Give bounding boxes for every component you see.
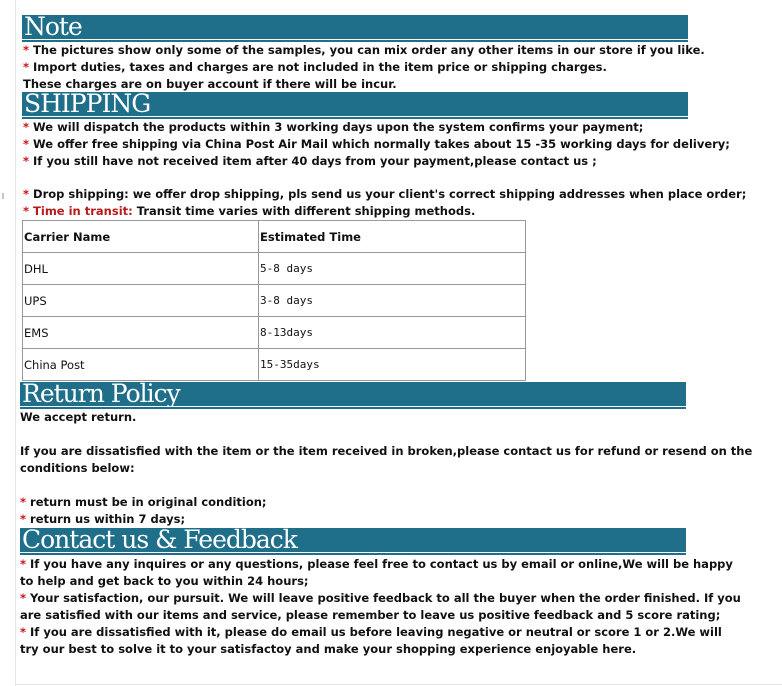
bullet-star: *	[23, 60, 30, 74]
contact-line-3: * Your satisfaction, our pursuit. We will leave positive feedback to all the buyer when the order finished. If you	[20, 591, 741, 605]
note-line-2: * Import duties, taxes and charges are not included in the item price or shipping charges.	[23, 60, 607, 74]
shipping-header-bar	[22, 92, 688, 116]
table-cell: 3-8 days	[259, 285, 526, 317]
note-title: Note	[24, 15, 82, 39]
note-header-bar	[22, 15, 688, 39]
table-cell: China Post	[23, 349, 259, 381]
table-row	[23, 285, 526, 317]
bullet-star: *	[23, 204, 30, 218]
shipping-line-2: * We offer free shipping via China Post Air Mail which normally takes about 15 -35 working days for delivery;	[23, 137, 730, 151]
return-header-bar	[20, 382, 686, 406]
table-cell: 15-35days	[259, 349, 526, 381]
return-para-line-1: If you are dissatisfied with the item or the item received in broken,please contact us for refund or resend on the	[20, 444, 753, 458]
return-item-2: * return us within 7 days;	[20, 512, 186, 526]
margin-mark	[2, 193, 4, 199]
shipping-line-3: * If you still have not received item after 40 days from your payment,please contact us ;	[23, 154, 597, 168]
table-cell: 5-8 days	[259, 253, 526, 285]
contact-line-5: * If you are dissatisfied with it, please do email us before leaving negative or neutral or score 1 or 2.We will	[20, 625, 722, 639]
contact-line-2: to help and get back to you within 24 hours;	[20, 574, 309, 588]
return-para-line-2: conditions below:	[20, 461, 135, 475]
shipping-title: SHIPPING	[24, 92, 151, 116]
return-accept: We accept return.	[20, 410, 137, 424]
bullet-star: *	[20, 591, 27, 605]
shipping-table	[22, 220, 526, 381]
table-cell: EMS	[23, 317, 259, 349]
table-row	[23, 349, 526, 381]
bullet-star: *	[20, 557, 27, 571]
table-cell: UPS	[23, 285, 259, 317]
bullet-star: *	[20, 512, 27, 526]
table-row	[23, 253, 526, 285]
bullet-star: *	[23, 43, 30, 57]
table-header-cell: Estimated Time	[259, 221, 526, 253]
bullet-star: *	[23, 137, 30, 151]
note-plain-line: These charges are on buyer account if there will be incur.	[23, 77, 397, 91]
shipping-line-4: * Drop shipping: we offer drop shipping, pls send us your client's correct shipping addresses when place order;	[23, 187, 747, 201]
contact-line-6: try our best to solve it to your satisfactoy and make your shopping experience enjoyable here.	[20, 642, 637, 656]
transit-text: Transit time varies with different shipping methods.	[136, 204, 476, 218]
page-bottom-border	[15, 684, 782, 685]
table-cell: DHL	[23, 253, 259, 285]
transit-line	[23, 203, 475, 219]
bullet-star: *	[23, 120, 30, 134]
contact-line-4: are satisfied with our items and service, please remember to leave us positive feedback and 5 score rating;	[20, 608, 721, 622]
table-row	[23, 317, 526, 349]
contact-header-underline	[20, 553, 686, 555]
table-cell: 8-13days	[259, 317, 526, 349]
table-header-cell: Carrier Name	[23, 221, 259, 253]
bullet-star: *	[20, 625, 27, 639]
bullet-star: *	[23, 187, 30, 201]
contact-title: Contact us & Feedback	[22, 528, 297, 552]
contact-line-1: * If you have any inquires or any questions, please feel free to contact us by email or online,We will be happy	[20, 557, 733, 571]
return-item-1: * return must be in original condition;	[20, 495, 267, 509]
note-line-1: * The pictures show only some of the samples, you can mix order any other items in our store if you like.	[23, 43, 705, 57]
transit-label: Time in transit:	[33, 204, 133, 218]
bullet-star: *	[20, 495, 27, 509]
table-header-row	[23, 221, 526, 253]
bullet-star: *	[23, 154, 30, 168]
return-title: Return Policy	[22, 382, 180, 406]
shipping-line-1: * We will dispatch the products within 3 working days upon the system confirms your payment;	[23, 120, 644, 134]
contact-header-bar	[20, 528, 686, 552]
page-left-border	[15, 0, 16, 686]
